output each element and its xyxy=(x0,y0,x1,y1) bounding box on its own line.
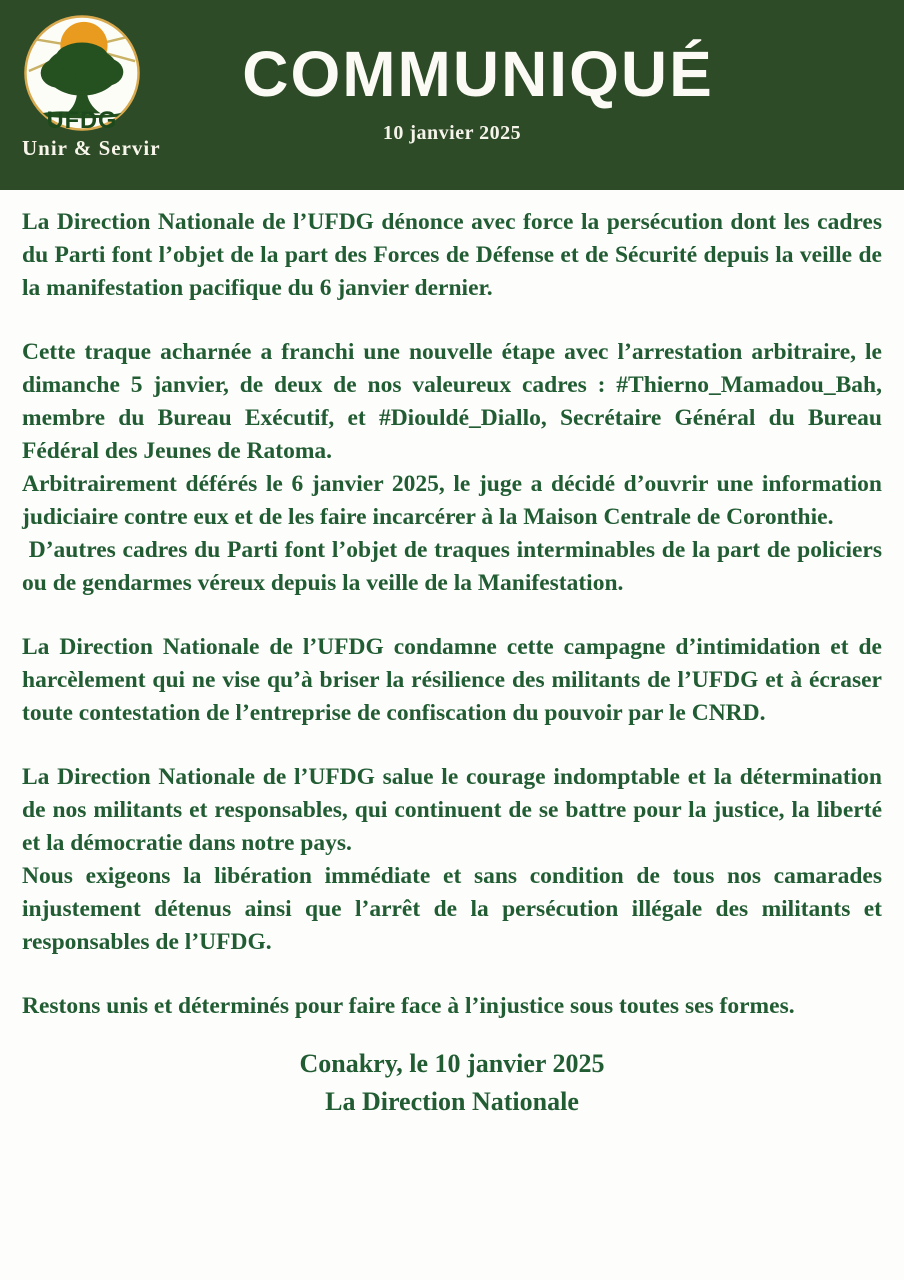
paragraph-2: Cette traque acharnée a franchi une nouvelle étape avec l’arrestation arbitraire, le dimanche 5 janvier, de deux de nos valeureux cadres : #Thierno_Mamadou_Bah, membre du Bureau Exécutif, et #Diouldé_Diallo, Secrétaire Général du Bureau Fédéral des Jeunes de Ratoma. xyxy=(22,339,882,464)
paragraph-1: La Direction Nationale de l’UFDG dénonce avec force la persécution dont les cadres du Parti font l’objet de la part des Forces de Défense et de Sécurité depuis la veille de la manifestation pacifique du 6 janvier dernier. xyxy=(22,209,882,301)
logo-acronym: UFDG xyxy=(46,108,118,132)
paragraph-6: La Direction Nationale de l’UFDG salue le courage indomptable et la détermination de nos militants et responsables, qui continuent de se battre pour la justice, la liberté et la démocratie dans notre pays. xyxy=(22,764,882,856)
closing-signature: La Direction Nationale xyxy=(325,1087,579,1116)
paragraph-8: Restons unis et déterminés pour faire face à l’injustice sous toutes ses formes. xyxy=(22,993,795,1019)
document-body xyxy=(0,190,904,1121)
closing-place-date: Conakry, le 10 janvier 2025 xyxy=(299,1049,605,1078)
paragraph-4: D’autres cadres du Parti font l’objet de traques interminables de la part de policiers ou de gendarmes véreux depuis la veille de la Manifestation. xyxy=(22,537,882,596)
paragraph-3: Arbitrairement déférés le 6 janvier 2025, le juge a décidé d’ouvrir une information judiciaire contre eux et de les faire incarcérer à la Maison Centrale de Coronthie. xyxy=(22,471,882,530)
party-motto: Unir & Servir xyxy=(22,136,161,160)
paragraph-5: La Direction Nationale de l’UFDG condamne cette campagne d’intimidation et de harcèlement qui ne vise qu’à briser la résilience des militants de l’UFDG et à écraser toute contestation de l’entreprise de confiscation du pouvoir par le CNRD. xyxy=(22,634,882,726)
title-block xyxy=(0,0,904,145)
header-banner xyxy=(0,0,904,190)
page-title: COMMUNIQUÉ xyxy=(242,38,714,110)
header-date: 10 janvier 2025 xyxy=(382,122,522,144)
closing-block xyxy=(22,1045,882,1121)
paragraph-7: Nous exigeons la libération immédiate et sans condition de tous nos camarades injustement détenus ainsi que l’arrêt de la persécution illégale des militants et responsables de l’UFDG. xyxy=(22,863,882,955)
